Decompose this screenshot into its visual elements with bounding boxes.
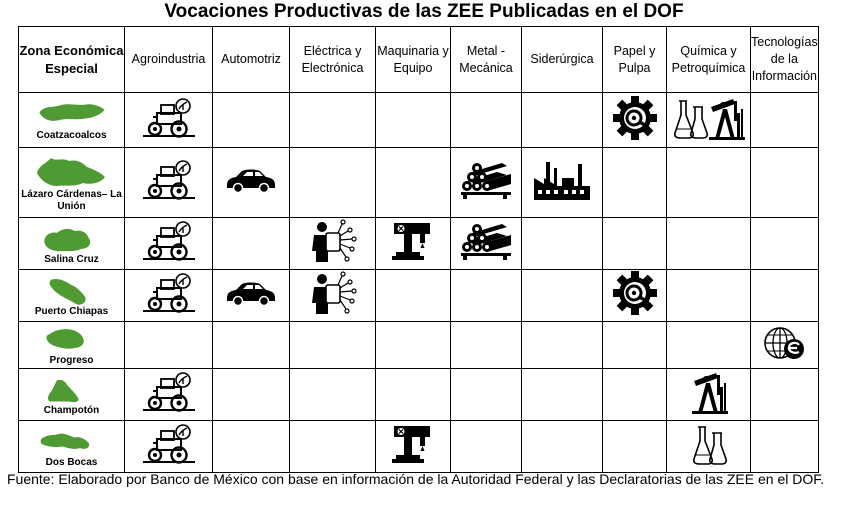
tractor-icon <box>125 159 212 206</box>
paper-roll-gear-icon <box>603 270 666 321</box>
vocations-table <box>18 26 819 473</box>
column-header-metal: Metal - Mecánica <box>451 27 522 93</box>
vocation-cell-maquinaria <box>376 421 451 473</box>
factory-icon <box>522 158 602 207</box>
table-row <box>19 369 819 421</box>
vocation-cell-tecnologias <box>751 369 819 421</box>
column-header-siderurgica: Siderúrgica <box>522 27 603 93</box>
column-header-automotriz: Automotriz <box>213 27 290 93</box>
zone-name: Coatzacoalcos <box>36 130 107 141</box>
chemistry-oil-icon <box>667 421 750 472</box>
vocation-cell-automotriz <box>213 93 290 148</box>
tractor-icon <box>125 97 212 144</box>
column-header-papel: Papel y Pulpa <box>603 27 667 93</box>
column-header-tecnologias: Tecnologías de la Información <box>751 27 819 93</box>
vocation-cell-siderurgica <box>522 218 603 270</box>
zone-name: Champotón <box>43 404 100 416</box>
zone-map-icon <box>31 155 113 189</box>
vocation-cell-automotriz <box>213 218 290 270</box>
column-header-quimica: Química y Petroquímica <box>667 27 751 93</box>
vocation-cell-maquinaria <box>376 148 451 218</box>
vocation-cell-agroindustria <box>125 218 213 270</box>
header-row <box>19 27 819 93</box>
vocation-cell-metal <box>451 322 522 369</box>
vocation-cell-agroindustria <box>125 270 213 322</box>
zone-cell <box>19 369 125 421</box>
vocation-cell-siderurgica <box>522 93 603 148</box>
chemistry-oil-icon <box>667 369 750 420</box>
zone-map-icon <box>31 375 113 405</box>
vocation-cell-papel <box>603 218 667 270</box>
vocation-cell-siderurgica <box>522 369 603 421</box>
zone-name: Dos Bocas <box>45 456 98 468</box>
zone-name: Puerto Chiapas <box>34 305 109 317</box>
globe-tech-icon <box>751 323 818 368</box>
vocation-cell-agroindustria <box>125 93 213 148</box>
column-header-maquinaria: Maquinaria y Equipo <box>376 27 451 93</box>
vocation-cell-electrica <box>290 270 376 322</box>
vocation-cell-electrica <box>290 218 376 270</box>
vocation-cell-tecnologias <box>751 421 819 473</box>
zone-map-icon <box>31 100 113 130</box>
drill-press-icon <box>376 221 450 266</box>
vocation-cell-electrica <box>290 369 376 421</box>
vocation-cell-quimica <box>667 148 751 218</box>
vocation-cell-papel <box>603 421 667 473</box>
car-icon <box>213 166 289 199</box>
vocation-cell-agroindustria <box>125 369 213 421</box>
vocation-cell-agroindustria <box>125 148 213 218</box>
drill-press-icon <box>376 424 450 469</box>
vocation-cell-metal <box>451 421 522 473</box>
steel-pipes-icon <box>451 221 521 266</box>
vocation-cell-agroindustria <box>125 421 213 473</box>
zone-name: Progreso <box>49 355 94 366</box>
zone-map-icon <box>31 224 113 254</box>
vocation-cell-electrica <box>290 421 376 473</box>
vocation-cell-electrica <box>290 322 376 369</box>
zone-cell <box>19 93 125 148</box>
vocation-cell-maquinaria <box>376 218 451 270</box>
zone-name: Lázaro Cárdenas– La Unión <box>21 188 122 212</box>
zone-cell <box>19 322 125 369</box>
vocation-cell-maquinaria <box>376 322 451 369</box>
vocation-cell-automotriz <box>213 369 290 421</box>
vocation-cell-metal <box>451 270 522 322</box>
vocation-cell-tecnologias <box>751 148 819 218</box>
vocation-cell-metal <box>451 93 522 148</box>
vocation-cell-siderurgica <box>522 148 603 218</box>
vocation-cell-automotriz <box>213 270 290 322</box>
vocation-cell-metal <box>451 218 522 270</box>
tractor-icon <box>125 423 212 470</box>
table-row <box>19 93 819 148</box>
tractor-icon <box>125 220 212 267</box>
vocation-cell-papel <box>603 369 667 421</box>
vocation-cell-automotriz <box>213 421 290 473</box>
vocation-cell-quimica <box>667 93 751 148</box>
table-row <box>19 421 819 473</box>
vocation-cell-papel <box>603 148 667 218</box>
zone-cell <box>19 270 125 322</box>
column-header-agroindustria: Agroindustria <box>125 27 213 93</box>
vocation-cell-siderurgica <box>522 270 603 322</box>
vocation-cell-metal <box>451 369 522 421</box>
zone-header: Zona Económica Especial <box>19 27 125 93</box>
vocation-cell-quimica <box>667 270 751 322</box>
table-row <box>19 218 819 270</box>
page-title: Vocaciones Productivas de las ZEE Publicadas en el DOF <box>164 1 684 22</box>
column-header-electrica: Eléctrica y Electrónica <box>290 27 376 93</box>
steel-pipes-icon <box>451 160 521 205</box>
vocation-cell-tecnologias <box>751 322 819 369</box>
zone-map-icon <box>31 325 113 355</box>
vocation-cell-tecnologias <box>751 218 819 270</box>
vocation-cell-quimica <box>667 218 751 270</box>
zone-name: Salina Cruz <box>44 253 99 265</box>
zone-cell <box>19 421 125 473</box>
table-row <box>19 270 819 322</box>
vocation-cell-quimica <box>667 322 751 369</box>
vocation-cell-siderurgica <box>522 421 603 473</box>
vocation-cell-tecnologias <box>751 270 819 322</box>
tractor-icon <box>125 371 212 418</box>
vocation-cell-metal <box>451 148 522 218</box>
electronics-worker-icon <box>290 271 375 320</box>
vocation-cell-maquinaria <box>376 369 451 421</box>
table-row <box>19 322 819 369</box>
chemistry-oil-icon <box>667 95 750 146</box>
source-note: Fuente: Elaborado por Banco de México con base en información de la Autoridad Federal y las Declaratorias de las ZEE en el DOF. <box>7 471 825 487</box>
table-row <box>19 148 819 218</box>
zone-cell <box>19 218 125 270</box>
vocation-cell-automotriz <box>213 322 290 369</box>
zone-map-icon <box>31 427 113 457</box>
vocation-cell-papel <box>603 93 667 148</box>
vocation-cell-tecnologias <box>751 93 819 148</box>
vocation-cell-quimica <box>667 369 751 421</box>
vocation-cell-automotriz <box>213 148 290 218</box>
electronics-worker-icon <box>290 219 375 268</box>
paper-roll-gear-icon <box>603 95 666 146</box>
car-icon <box>213 279 289 312</box>
vocation-cell-papel <box>603 322 667 369</box>
vocation-cell-agroindustria <box>125 322 213 369</box>
vocation-cell-quimica <box>667 421 751 473</box>
vocation-cell-maquinaria <box>376 270 451 322</box>
vocation-cell-maquinaria <box>376 93 451 148</box>
zone-map-icon <box>31 276 113 306</box>
vocation-cell-electrica <box>290 93 376 148</box>
vocation-cell-papel <box>603 270 667 322</box>
vocation-cell-electrica <box>290 148 376 218</box>
tractor-icon <box>125 272 212 319</box>
zone-cell <box>19 148 125 218</box>
vocation-cell-siderurgica <box>522 322 603 369</box>
